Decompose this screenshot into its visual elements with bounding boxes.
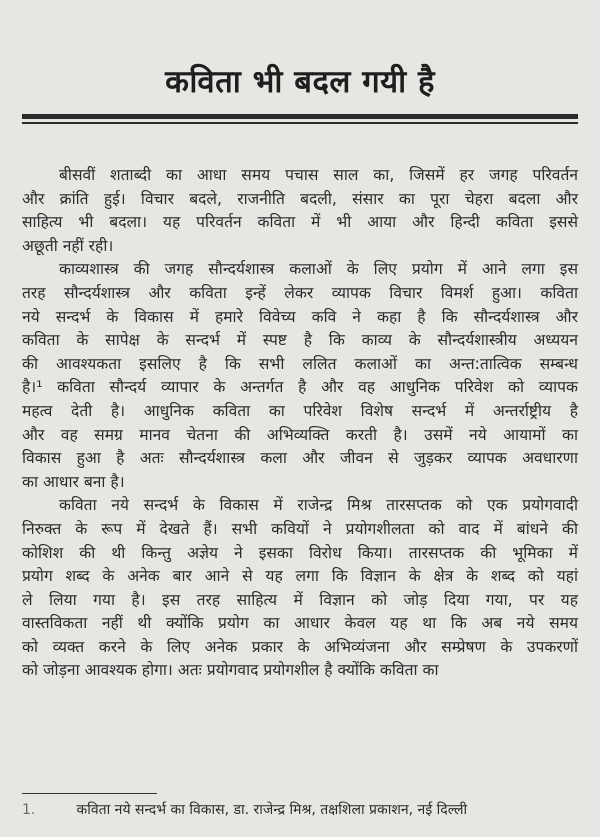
text-line: काव्यशास्त्र की जगह सौन्दर्यशास्त्र कलाओं के लिए प्रयोग में आने लगा इस [59,260,578,279]
footnote [22,800,467,819]
text-line: निरुक्त के रूप में देखते हैं। सभी कवियों ने प्रयोगशीलता को वाद में बांधने की [22,519,578,538]
text-line: और क्रांति हुई। विचार बदले, राजनीति बदली, संसार का पूरा चेहरा बदला और [22,189,578,208]
footnote-divider [22,793,157,794]
text-line: को जोड़ना आवश्यक होगा। अतः प्रयोगवाद प्रयोगशील है क्योंकि कविता का [22,661,439,680]
text-line: साहित्य भी बदला। यह परिवर्तन कविता में भी आया और हिन्दी कविता इससे [22,213,578,232]
title-rule-thick [22,114,578,119]
page-title: कविता भी बदल गयी है [165,64,435,100]
text-line: को व्यक्त करने के लिए अनेक प्रकार के अभिव्यंजना और सम्प्रेषण के उपकरणों [22,637,578,656]
text-line: विकास हुआ है अतः सौन्दर्यशास्त्र कला और जीवन से जुड़कर व्यापक अवधारणा [22,449,578,468]
text-line: की आवश्यकता इसलिए है कि सभी ललित कलाओं का अन्त:तात्विक सम्बन्ध [22,354,578,373]
paragraph [22,164,578,258]
text-line: और वह समग्र मानव चेतना की अभिव्यक्ति करती है। उसमें नये आयामों का [22,425,578,444]
text-line: नये सन्दर्भ के विकास में हमारे विवेच्य कवि ने कहा है कि सौन्दर्यशास्त्र और [22,307,578,326]
text-line: अछूती नहीं रही। [22,236,114,255]
text-line: तरह सौन्दर्यशास्त्र और कविता इन्हें लेकर व्यापक विचार विमर्श हुआ। कविता [22,283,578,302]
body-text [22,164,578,683]
text-line: वास्तविकता नहीं थी क्योंकि प्रयोग का आधार केवल यह था कि अब नये समय [22,614,578,633]
paragraph [22,258,578,494]
text-line: ले लिया गया है। इस तरह साहित्य में विज्ञान को जोड़ दिया गया, पर यह [22,590,578,609]
title-rule-thin [22,122,578,124]
text-line: महत्व देती है। आधुनिक कविता का परिवेश विशेष सन्दर्भ में अन्तर्राष्ट्रीय है [22,401,578,420]
text-line: है।¹ कविता सौन्दर्य व्यापार के अन्तर्गत है और वह आधुनिक परिवेश को व्यापक [22,378,578,397]
paragraph [22,494,578,683]
text-line: का आधार बना है। [22,472,125,491]
footnote-number: 1. [22,802,36,818]
text-line: कोशिश की थी किन्तु अज्ञेय ने इसका विरोध किया। तारसप्तक की भूमिका में [22,543,578,562]
text-line: कविता के सापेक्ष के सन्दर्भ में स्पष्ट है कि काव्य के सौन्दर्यशास्त्रीय अध्ययन [22,331,578,350]
text-line: बीसवीं शताब्दी का आधा समय पचास साल का, जिसमें हर जगह परिवर्तन [59,166,578,184]
text-line: प्रयोग शब्द के अनेक बार आने से यह लगा कि विज्ञान के क्षेत्र के शब्द को यहां [22,567,578,586]
footnote-text: कविता नये सन्दर्भ का विकास, डा. राजेन्द्र मिश्र, तक्षशिला प्रकाशन, नई दिल्ली [76,802,468,818]
text-line: कविता नये सन्दर्भ के विकास में राजेन्द्र मिश्र तारसप्तक को एक प्रयोगवादी [59,496,578,515]
